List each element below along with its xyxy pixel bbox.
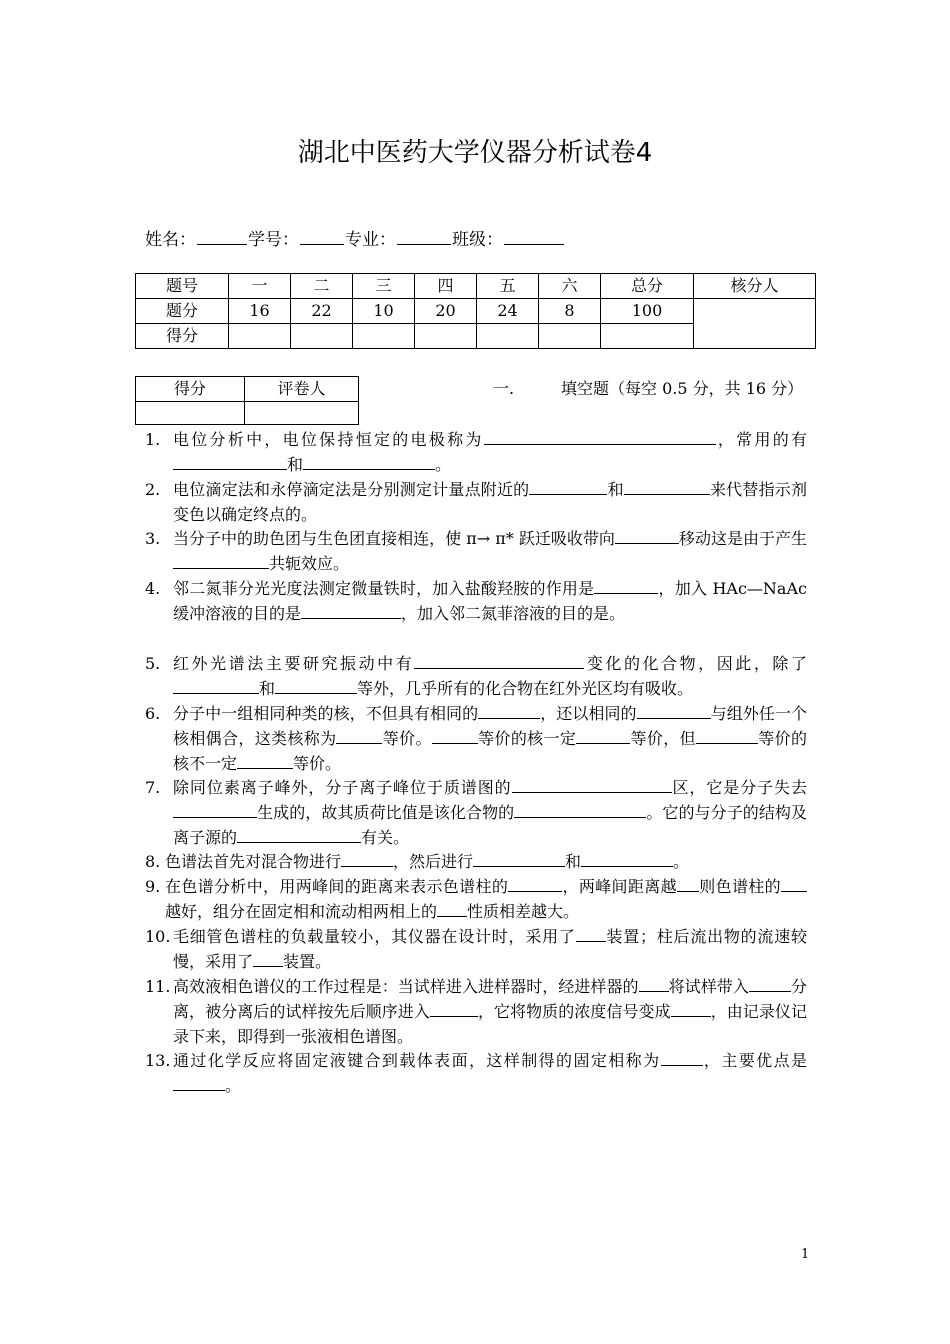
answer-blank[interactable] bbox=[237, 754, 293, 769]
question-number: 1. bbox=[145, 430, 161, 449]
class-label: 班级： bbox=[452, 230, 503, 250]
points-cell: 16 bbox=[229, 299, 291, 324]
question-text: 将试样带入 bbox=[668, 977, 749, 996]
question-text: 色谱法首先对混合物进行 bbox=[165, 852, 342, 871]
answer-blank[interactable] bbox=[432, 729, 478, 744]
answer-blank[interactable] bbox=[173, 554, 269, 569]
question-text: 。 bbox=[673, 852, 690, 871]
answer-blank[interactable] bbox=[437, 902, 467, 917]
answer-blank[interactable] bbox=[414, 654, 584, 669]
points-row bbox=[136, 299, 816, 324]
section-title: 填空题（每空 0.5 分，共 16 分） bbox=[561, 379, 804, 398]
question-text: 分子中一组相同种类的核，不但具有相同的 bbox=[173, 704, 479, 723]
question-text: 毛细管色谱柱的负载量较小，其仪器在设计时，采用了 bbox=[173, 927, 576, 946]
points-cell: 8 bbox=[539, 299, 601, 324]
header-cell: 总分 bbox=[601, 274, 694, 299]
question-number: 5. bbox=[145, 654, 161, 673]
question-text: ，常用的有 bbox=[715, 430, 807, 449]
question-text: 电位滴定法和永停滴定法是分别测定计量点附近的 bbox=[173, 480, 530, 499]
question-number: 13. bbox=[145, 1051, 171, 1070]
question-7 bbox=[145, 775, 807, 850]
question-number: 8. bbox=[145, 852, 161, 871]
section-number: 一. bbox=[493, 379, 515, 398]
earned-label: 得分 bbox=[136, 324, 229, 349]
question-text: 生成的，故其质荷比值是该化合物的 bbox=[257, 803, 515, 822]
question-text: 。 bbox=[225, 1076, 242, 1095]
id-blank[interactable] bbox=[300, 228, 344, 245]
question-text: 装置；柱后流出物的流速较慢，采用了 bbox=[173, 927, 807, 971]
answer-blank[interactable] bbox=[576, 927, 606, 942]
question-10 bbox=[145, 924, 807, 974]
header-cell: 三 bbox=[353, 274, 415, 299]
question-text: 与组外任一个核相偶合，这类核称为 bbox=[173, 704, 807, 748]
question-text: ，它将物质的浓度信号变成 bbox=[477, 1002, 671, 1021]
answer-blank[interactable] bbox=[275, 679, 357, 694]
points-cell: 22 bbox=[291, 299, 353, 324]
question-1 bbox=[145, 427, 807, 477]
question-11 bbox=[145, 974, 807, 1049]
header-cell: 题号 bbox=[136, 274, 229, 299]
points-label: 题分 bbox=[136, 299, 229, 324]
exam-title: 湖北中医药大学仪器分析试卷4 bbox=[297, 138, 653, 168]
earned-cell[interactable] bbox=[229, 324, 291, 349]
question-text: 和 bbox=[565, 852, 582, 871]
question-text: 有关。 bbox=[361, 828, 410, 847]
answer-blank[interactable] bbox=[508, 877, 562, 892]
answer-blank[interactable] bbox=[303, 455, 435, 470]
question-text: 等外，几乎所有的化合物在红外光区均有吸收。 bbox=[357, 679, 694, 698]
answer-blank[interactable] bbox=[514, 803, 646, 818]
earned-cell[interactable] bbox=[353, 324, 415, 349]
question-text: 。 bbox=[435, 455, 452, 474]
earned-cell[interactable] bbox=[601, 324, 694, 349]
answer-blank[interactable] bbox=[341, 852, 393, 867]
answer-blank[interactable] bbox=[484, 430, 716, 445]
question-number: 9. bbox=[145, 877, 161, 896]
points-cell: 100 bbox=[601, 299, 694, 324]
question-text: 和 bbox=[259, 679, 276, 698]
answer-blank[interactable] bbox=[473, 852, 565, 867]
question-text: 等价。 bbox=[293, 754, 342, 773]
header-cell: 二 bbox=[291, 274, 353, 299]
question-text: 等价的核不一定 bbox=[173, 729, 807, 773]
question-number: 11. bbox=[145, 977, 171, 996]
header-cell: 四 bbox=[415, 274, 477, 299]
grader-label: 评卷人 bbox=[245, 377, 359, 402]
name-label: 姓名： bbox=[145, 230, 196, 250]
answer-blank[interactable] bbox=[336, 729, 382, 744]
header-cell: 六 bbox=[539, 274, 601, 299]
question-number: 3. bbox=[145, 529, 161, 548]
major-label: 专业： bbox=[345, 230, 396, 250]
question-4 bbox=[145, 576, 807, 626]
question-text: 除同位素离子峰外，分子离子峰位于质谱图的 bbox=[173, 778, 512, 797]
question-text: 和 bbox=[287, 455, 304, 474]
answer-blank[interactable] bbox=[512, 778, 672, 793]
points-cell: 20 bbox=[415, 299, 477, 324]
question-text: 当分子中的助色团与生色团直接相连，使 π→ π* 跃迁吸收带向 bbox=[173, 529, 615, 548]
question-text: 通过化学反应将固定液键合到载体表面，这样制得的固定相称为 bbox=[173, 1051, 661, 1070]
points-cell: 24 bbox=[477, 299, 539, 324]
question-text: ，然后进行 bbox=[393, 852, 474, 871]
question-13 bbox=[145, 1048, 807, 1098]
question-text: ，加入邻二氮菲溶液的目的是 bbox=[401, 604, 610, 623]
answer-blank[interactable] bbox=[430, 1002, 478, 1017]
question-3 bbox=[145, 526, 807, 576]
answer-blank[interactable] bbox=[173, 803, 257, 818]
answer-blank[interactable] bbox=[173, 1076, 225, 1091]
question-text: 等价。 bbox=[382, 729, 432, 748]
earned-cell[interactable] bbox=[477, 324, 539, 349]
question-9 bbox=[145, 874, 807, 924]
question-text: 。它的与分子的结构及离子源的 bbox=[173, 803, 807, 847]
id-label: 学号： bbox=[248, 230, 299, 250]
major-blank[interactable] bbox=[397, 228, 451, 245]
grader-name-cell[interactable] bbox=[245, 402, 359, 425]
answer-blank[interactable] bbox=[624, 480, 710, 495]
question-5 bbox=[145, 651, 807, 701]
earned-cell[interactable] bbox=[539, 324, 601, 349]
class-blank[interactable] bbox=[504, 228, 564, 245]
question-text: ，主要优点是 bbox=[702, 1051, 807, 1070]
question-text: 变化的化合物，因此，除了 bbox=[584, 654, 807, 673]
question-text: 性质相差越大。 bbox=[467, 902, 580, 921]
answer-blank[interactable] bbox=[529, 480, 607, 495]
question-text: 在色谱分析中，用两峰间的距离来表示色谱柱的 bbox=[165, 877, 509, 896]
answer-blank[interactable] bbox=[639, 977, 669, 992]
question-8 bbox=[145, 849, 807, 874]
answer-blank[interactable] bbox=[661, 1051, 703, 1066]
answer-blank[interactable] bbox=[671, 1002, 711, 1017]
page-number: 1 bbox=[801, 1247, 810, 1262]
question-6 bbox=[145, 701, 807, 776]
answer-blank[interactable] bbox=[253, 952, 283, 967]
question-number: 10. bbox=[145, 927, 171, 946]
student-info bbox=[145, 225, 565, 250]
answer-blank[interactable] bbox=[173, 455, 287, 470]
question-text: ，还以相同的 bbox=[540, 704, 637, 723]
question-text: 分离，被分离后的试样按先后顺序进入 bbox=[173, 977, 807, 1021]
question-text: 红外光谱法主要研究振动中有 bbox=[173, 654, 415, 673]
answer-blank[interactable] bbox=[781, 877, 807, 892]
name-blank[interactable] bbox=[197, 228, 247, 245]
answer-blank[interactable] bbox=[478, 704, 540, 719]
answer-blank[interactable] bbox=[173, 679, 259, 694]
grader-score-cell[interactable] bbox=[136, 402, 245, 425]
question-text: 邻二氮菲分光光度法测定微量铁时，加入盐酸羟胺的作用是 bbox=[173, 579, 595, 598]
question-text: 越好，组分在固定相和流动相两相上的 bbox=[165, 902, 438, 921]
question-text: 和 bbox=[607, 480, 624, 499]
grader-table bbox=[135, 376, 359, 425]
question-text: ，两峰间距离越 bbox=[562, 877, 677, 896]
answer-blank[interactable] bbox=[615, 529, 679, 544]
answer-blank[interactable] bbox=[637, 704, 711, 719]
question-text: 来代替指示剂变色以确定终点的。 bbox=[173, 480, 807, 524]
header-cell: 一 bbox=[229, 274, 291, 299]
question-number: 2. bbox=[145, 480, 161, 499]
question-text: 装置。 bbox=[283, 952, 332, 971]
answer-blank[interactable] bbox=[581, 852, 673, 867]
answer-blank[interactable] bbox=[696, 729, 758, 744]
question-text: 。 bbox=[609, 604, 626, 623]
section-heading bbox=[493, 377, 806, 401]
score-header-row bbox=[136, 274, 816, 299]
earned-cell[interactable] bbox=[291, 324, 353, 349]
question-number: 4. bbox=[145, 579, 161, 598]
question-text: 等价的核一定 bbox=[477, 729, 577, 748]
question-text: 等价，但 bbox=[630, 729, 696, 748]
answer-blank[interactable] bbox=[576, 729, 630, 744]
question-text: 共轭效应。 bbox=[269, 554, 350, 573]
answer-blank[interactable] bbox=[237, 828, 361, 843]
answer-blank[interactable] bbox=[301, 604, 401, 619]
question-text: 区，它是分子失去 bbox=[671, 778, 807, 797]
grader-score-label: 得分 bbox=[136, 377, 245, 402]
question-text: ，加入 HAc—NaAc 缓冲溶液的目的是 bbox=[173, 579, 807, 623]
header-cell: 核分人 bbox=[694, 274, 816, 299]
question-text: ，由记录仪记录下来，即得到一张液相色谱图。 bbox=[173, 1002, 807, 1046]
score-table bbox=[135, 273, 816, 349]
question-number: 7. bbox=[145, 778, 161, 797]
question-text: 电位分析中，电位保持恒定的电极称为 bbox=[173, 430, 484, 449]
points-cell: 10 bbox=[353, 299, 415, 324]
earned-cell[interactable] bbox=[415, 324, 477, 349]
checker-cell[interactable] bbox=[694, 299, 816, 349]
question-number: 6. bbox=[145, 704, 161, 723]
question-text: 移动这是由于产生 bbox=[678, 529, 807, 548]
question-text: 高效液相色谱仪的工作过程是：当试样进入进样器时，经进样器的 bbox=[173, 977, 639, 996]
answer-blank[interactable] bbox=[594, 579, 658, 594]
answer-blank[interactable] bbox=[749, 977, 791, 992]
question-2 bbox=[145, 477, 807, 527]
answer-blank[interactable] bbox=[677, 877, 699, 892]
header-cell: 五 bbox=[477, 274, 539, 299]
question-text: 则色谱柱的 bbox=[698, 877, 781, 896]
